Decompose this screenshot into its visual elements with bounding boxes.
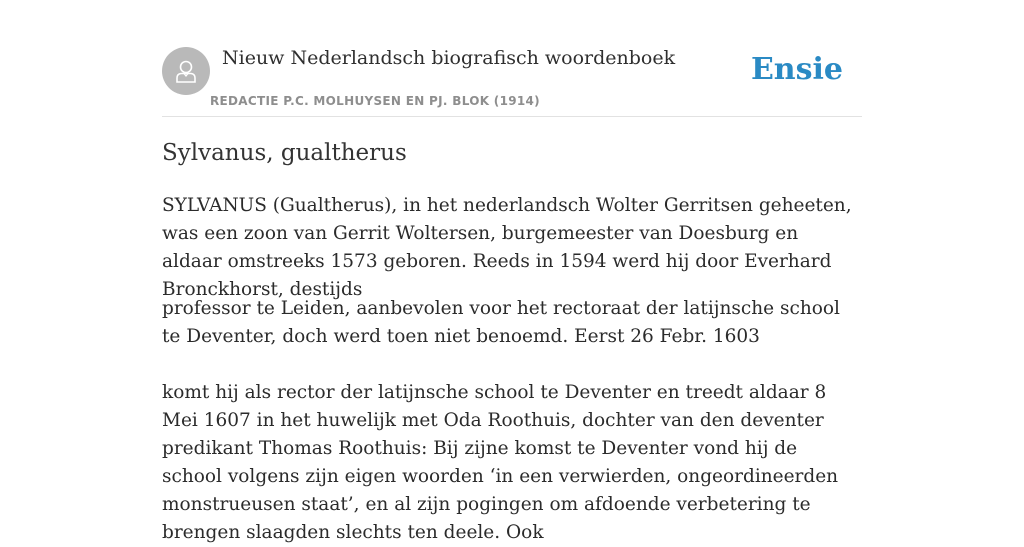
book-title[interactable]: Nieuw Nederlandsch biografisch woordenboek xyxy=(222,47,676,69)
entry-paragraph-1: SYLVANUS (Gualtherus), in het nederlandsch Wolter Gerritsen geheeten, was een zoon van Gerrit Woltersen, burgemeester van Doesburg en aldaar omstreeks 1573 geboren. Reeds in 1594 werd hij door Everhard Bronckhorst, destijds xyxy=(162,195,852,300)
ensie-logo[interactable]: Ensie xyxy=(750,52,843,87)
entry-title: Sylvanus, gualtherus xyxy=(162,140,407,166)
editors-label: REDACTIE P.C. MOLHUYSEN EN PJ. BLOK (1914) xyxy=(210,94,540,108)
source-header xyxy=(162,46,862,117)
entry-paragraph-3: komt hij als rector der latijnsche school te Deventer en treedt aldaar 8 Mei 1607 in het huwelijk met Oda Roothuis, dochter van den deventer predikant Thomas Roothuis: Bij zijne komst te Deventer vond hij de school volgens zijn eigen woorden ‘in een verwierden, ongeordineerden monstrueusen staat’, en al zijn pogingen om afdoende verbetering te brengen slaagden slechts ten deele. Ook xyxy=(162,382,839,543)
avatar[interactable] xyxy=(162,47,210,95)
user-icon xyxy=(171,56,201,86)
entry-paragraph-2: professor te Leiden, aanbevolen voor het rectoraat der latijnsche school te Deventer, doch werd toen niet benoemd. Eerst 26 Febr. 1603 xyxy=(162,298,840,347)
